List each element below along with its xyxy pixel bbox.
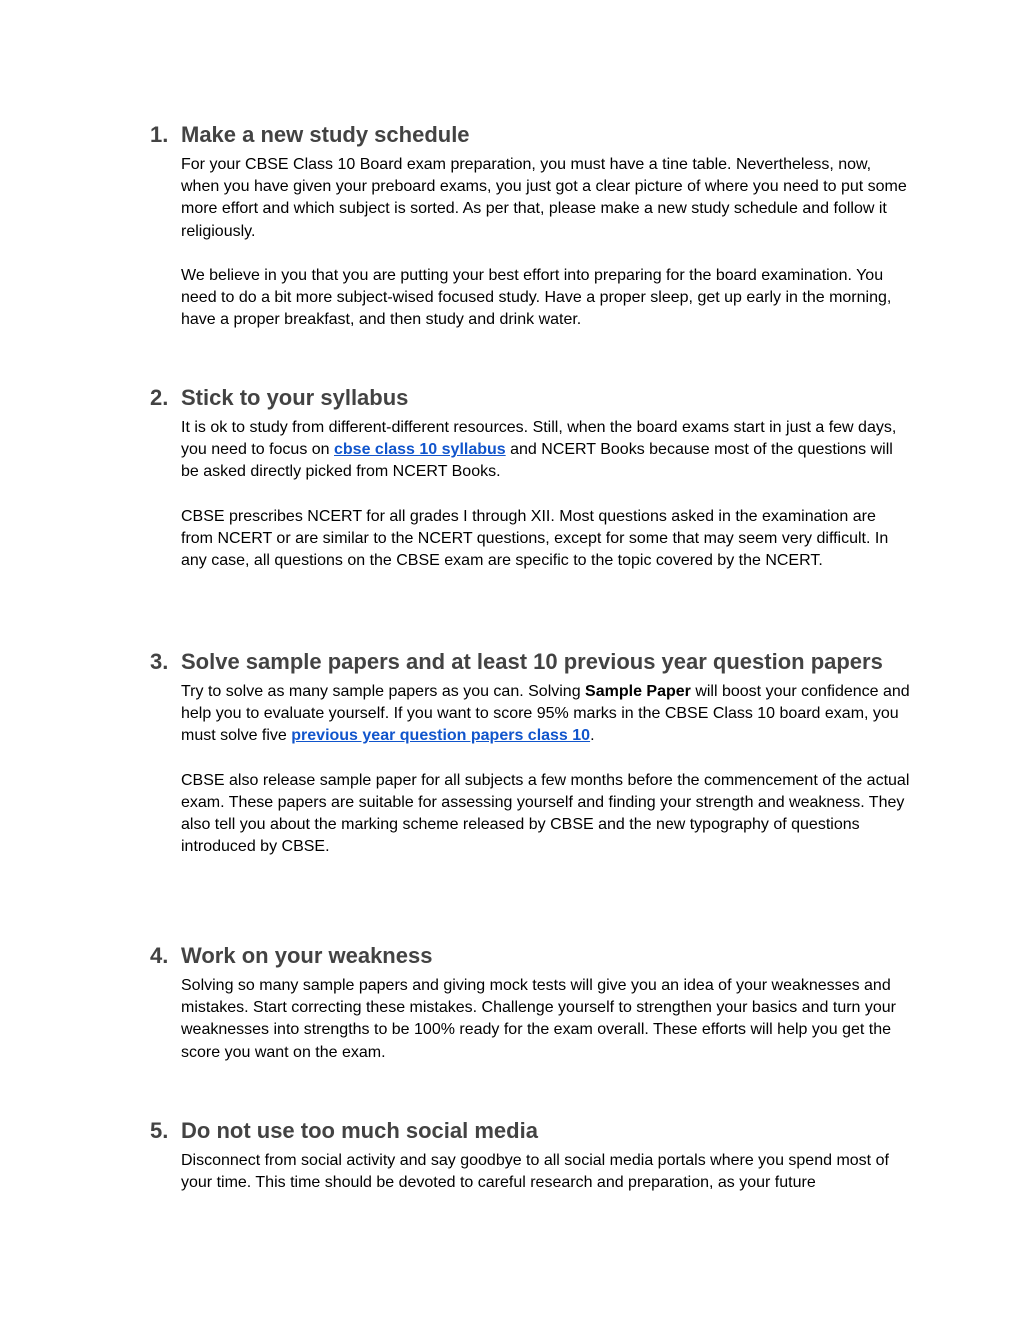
section-2-title: Stick to your syllabus	[181, 385, 409, 410]
section-2	[150, 382, 910, 572]
section-5-number: 5.	[150, 1118, 169, 1143]
cbse-syllabus-link[interactable]: cbse class 10 syllabus	[334, 441, 506, 459]
section-1-paragraph-2: We believe in you that you are putting your best effort into preparing for the board examination. You need to do a bit more subject-wised focused study. Have a proper sleep, get up early in the morning, have a proper breakfast, and then study and drink water.	[181, 266, 892, 329]
section-3	[150, 646, 910, 858]
section-1-heading	[150, 119, 910, 150]
section-4	[150, 940, 910, 1064]
section-2-paragraph-1	[181, 417, 910, 484]
section-1-paragraph-1: For your CBSE Class 10 Board exam preparation, you must have a tine table. Nevertheless, now, when you have given your preboard exams, you just got a clear picture of where you need to put some more effort and which subject is sorted. As per that, please make a new study schedule and follow it religiously.	[181, 156, 907, 240]
section-3-text-middle: will boost your confidence and help you to evaluate yourself. If you want to score 95% marks in the CBSE Class 10 board exam, you must solve five	[181, 683, 910, 745]
section-3-body	[181, 681, 910, 858]
section-5	[150, 1115, 910, 1194]
section-2-number: 2.	[150, 385, 169, 410]
section-3-heading	[150, 646, 910, 677]
section-1-body	[181, 154, 910, 331]
previous-year-papers-link[interactable]: previous year question papers class 10	[291, 727, 591, 745]
section-4-title: Work on your weakness	[181, 943, 433, 968]
section-2-body	[181, 417, 910, 572]
section-3-title: Solve sample papers and at least 10 previous year question papers	[181, 649, 883, 674]
section-4-paragraph-1: Solving so many sample papers and giving mock tests will give you an idea of your weaknesses and mistakes. Start correcting these mistakes. Challenge yourself to strengthen your basics and turn your weaknesses into strengths to be 100% ready for the exam overall. These efforts will help you get the score you want on the exam.	[181, 977, 897, 1061]
section-1-title: Make a new study schedule	[181, 122, 470, 147]
section-2-text-before-link: It is ok to study from different-different resources. Still, when the board exams start in just a few days, you need to focus on	[181, 419, 897, 459]
section-4-number: 4.	[150, 943, 169, 968]
section-3-text-after-link: .	[590, 727, 595, 745]
section-2-text-after-link: and NCERT Books because most of the questions will be asked directly picked from NCERT Books.	[181, 441, 893, 481]
section-1-number: 1.	[150, 122, 169, 147]
section-3-paragraph-1	[181, 681, 910, 748]
section-5-heading	[150, 1115, 910, 1146]
section-3-paragraph-2: CBSE also release sample paper for all subjects a few months before the commencement of the actual exam. These papers are suitable for assessing yourself and finding your strength and weakness. They also tell you about the marking scheme released by CBSE and the new typography of questions introduced by CBSE.	[181, 771, 910, 856]
section-5-title: Do not use too much social media	[181, 1118, 538, 1143]
section-5-body	[181, 1150, 910, 1194]
section-5-paragraph-1: Disconnect from social activity and say goodbye to all social media portals where you spend most of your time. This time should be devoted to careful research and preparation, as your future	[181, 1152, 889, 1192]
section-3-text-before-bold: Try to solve as many sample papers as you can. Solving	[181, 683, 586, 700]
sample-paper-bold-text: Sample Paper	[585, 683, 691, 700]
section-1	[150, 119, 910, 331]
section-4-heading	[150, 940, 910, 971]
section-2-heading	[150, 382, 910, 413]
section-3-number: 3.	[150, 649, 169, 674]
section-2-paragraph-2: CBSE prescribes NCERT for all grades I through XII. Most questions asked in the examination are from NCERT or are similar to the NCERT questions, except for some that may seem very difficult. In any case, all questions on the CBSE exam are specific to the topic covered by the NCERT.	[181, 507, 889, 570]
section-4-body	[181, 975, 910, 1064]
